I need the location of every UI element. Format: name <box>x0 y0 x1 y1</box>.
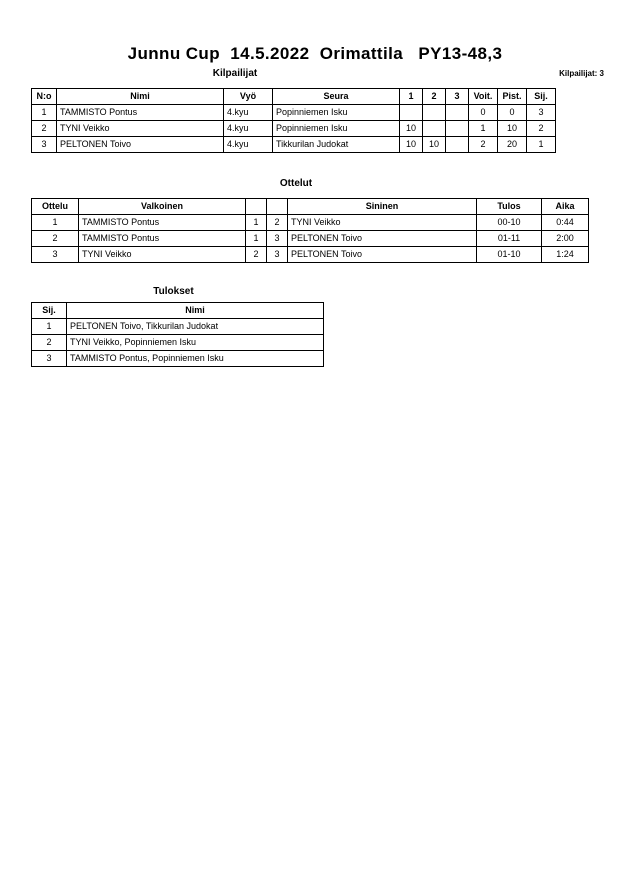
table-header-row <box>32 199 589 215</box>
header-no: N:o <box>32 89 57 105</box>
cell-result: 01-11 <box>477 231 542 247</box>
cell-no: 2 <box>32 121 57 137</box>
cell-time: 1:24 <box>542 247 589 263</box>
cell-white: TYNI Veikko <box>79 247 246 263</box>
table-row <box>32 231 589 247</box>
cell-name: TAMMISTO Pontus, Popinniemen Isku <box>67 351 324 367</box>
header-blue-no <box>267 199 288 215</box>
matches-table <box>31 198 589 263</box>
header-time: Aika <box>542 199 589 215</box>
cell-round-3 <box>446 137 469 153</box>
cell-points: 20 <box>498 137 527 153</box>
header-match-no: Ottelu <box>32 199 79 215</box>
cell-time: 0:44 <box>542 215 589 231</box>
header-round-3: 3 <box>446 89 469 105</box>
results-table <box>31 302 324 367</box>
table-row <box>32 105 556 121</box>
cell-points: 0 <box>498 105 527 121</box>
cell-name: TYNI Veikko, Popinniemen Isku <box>67 335 324 351</box>
cell-points: 10 <box>498 121 527 137</box>
header-round-2: 2 <box>423 89 446 105</box>
table-row <box>32 319 324 335</box>
cell-blue: PELTONEN Toivo <box>288 247 477 263</box>
cell-white-no: 1 <box>246 231 267 247</box>
table-row <box>32 335 324 351</box>
cell-belt: 4.kyu <box>224 105 273 121</box>
cell-rank: 3 <box>527 105 556 121</box>
cell-round-2 <box>423 121 446 137</box>
table-header-row <box>32 89 556 105</box>
cell-match-no: 2 <box>32 231 79 247</box>
cell-wins: 2 <box>469 137 498 153</box>
header-result: Tulos <box>477 199 542 215</box>
page-title: Junnu Cup 14.5.2022 Orimattila PY13-48,3 <box>127 44 503 63</box>
cell-rank: 3 <box>32 351 67 367</box>
table-row <box>32 137 556 153</box>
cell-rank: 1 <box>32 319 67 335</box>
cell-round-1: 10 <box>400 121 423 137</box>
cell-wins: 0 <box>469 105 498 121</box>
header-wins: Voit. <box>469 89 498 105</box>
cell-round-2: 10 <box>423 137 446 153</box>
cell-blue-no: 3 <box>267 231 288 247</box>
table-row <box>32 351 324 367</box>
cell-blue: PELTONEN Toivo <box>288 231 477 247</box>
cell-time: 2:00 <box>542 231 589 247</box>
header-name: Nimi <box>67 303 324 319</box>
cell-round-3 <box>446 121 469 137</box>
cell-blue-no: 3 <box>267 247 288 263</box>
cell-name: TAMMISTO Pontus <box>57 105 224 121</box>
cell-name: TYNI Veikko <box>57 121 224 137</box>
cell-round-2 <box>423 105 446 121</box>
cell-blue-no: 2 <box>267 215 288 231</box>
competitors-count-label: Kilpailijat: 3 <box>559 69 604 78</box>
cell-no: 3 <box>32 137 57 153</box>
cell-no: 1 <box>32 105 57 121</box>
cell-round-1: 10 <box>400 137 423 153</box>
table-row <box>32 121 556 137</box>
competitors-table <box>31 88 556 153</box>
cell-club: Popinniemen Isku <box>273 105 400 121</box>
header-blue: Sininen <box>288 199 477 215</box>
header-belt: Vyö <box>224 89 273 105</box>
header-club: Seura <box>273 89 400 105</box>
header-white-no <box>246 199 267 215</box>
section-heading-results: Tulokset <box>153 286 194 297</box>
cell-white: TAMMISTO Pontus <box>79 231 246 247</box>
table-row <box>32 215 589 231</box>
cell-belt: 4.kyu <box>224 137 273 153</box>
cell-club: Popinniemen Isku <box>273 121 400 137</box>
header-white: Valkoinen <box>79 199 246 215</box>
cell-belt: 4.kyu <box>224 121 273 137</box>
cell-blue: TYNI Veikko <box>288 215 477 231</box>
header-round-1: 1 <box>400 89 423 105</box>
cell-match-no: 1 <box>32 215 79 231</box>
table-row <box>32 247 589 263</box>
cell-rank: 2 <box>32 335 67 351</box>
table-header-row <box>32 303 324 319</box>
cell-name: PELTONEN Toivo, Tikkurilan Judokat <box>67 319 324 335</box>
cell-rank: 2 <box>527 121 556 137</box>
cell-white-no: 1 <box>246 215 267 231</box>
cell-white: TAMMISTO Pontus <box>79 215 246 231</box>
cell-result: 01-10 <box>477 247 542 263</box>
cell-match-no: 3 <box>32 247 79 263</box>
cell-wins: 1 <box>469 121 498 137</box>
header-points: Pist. <box>498 89 527 105</box>
section-heading-matches: Ottelut <box>279 178 313 189</box>
cell-club: Tikkurilan Judokat <box>273 137 400 153</box>
header-rank: Sij. <box>527 89 556 105</box>
cell-white-no: 2 <box>246 247 267 263</box>
cell-result: 00-10 <box>477 215 542 231</box>
cell-round-1 <box>400 105 423 121</box>
header-name: Nimi <box>57 89 224 105</box>
cell-name: PELTONEN Toivo <box>57 137 224 153</box>
section-heading-competitors: Kilpailijat <box>212 68 258 79</box>
cell-round-3 <box>446 105 469 121</box>
cell-rank: 1 <box>527 137 556 153</box>
header-rank: Sij. <box>32 303 67 319</box>
